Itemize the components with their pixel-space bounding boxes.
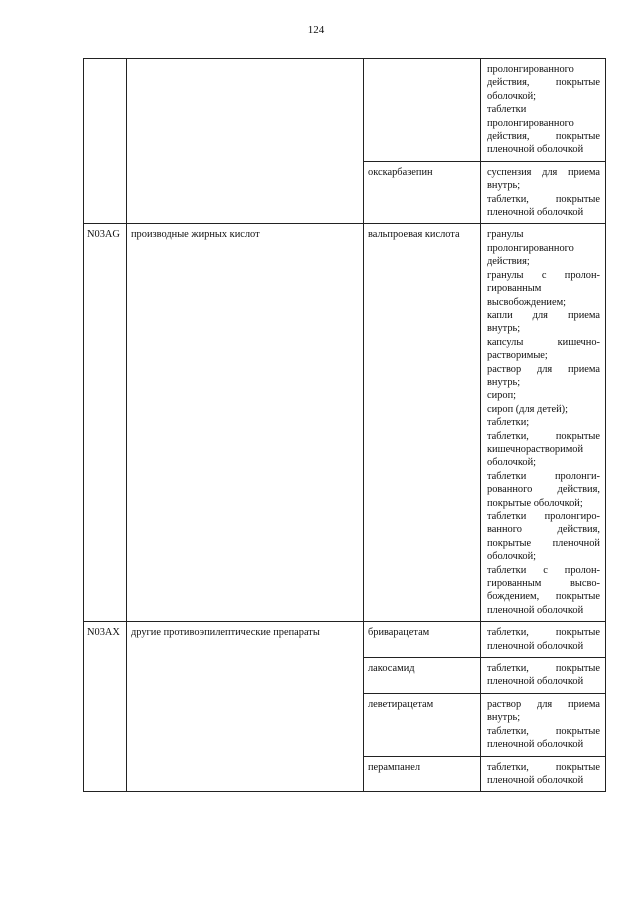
dosage-form-line: сироп (для детей); (487, 403, 568, 415)
drug-name-cell: лакосамид (364, 658, 481, 694)
atc-code-cell (84, 59, 127, 224)
dosage-form-line: таблетки, покрытые (487, 627, 600, 639)
dosage-form-line: пленочной оболочкой (487, 207, 584, 219)
drug-name-cell: леветирацетам (364, 693, 481, 756)
table-row (84, 622, 606, 658)
dosage-forms-cell (481, 622, 606, 658)
dosage-form-line: внутрь; (487, 712, 521, 724)
dosage-forms-cell (481, 59, 606, 162)
dosage-form-line: гированным высво- (487, 578, 600, 590)
dosage-form-line: действия, покрытые (487, 131, 600, 143)
dosage-form-line: покрытые пленочной (487, 537, 600, 549)
dosage-form-line: пленочной оболочкой (487, 774, 584, 786)
dosage-form-line: гранулы с пролон- (487, 269, 600, 281)
dosage-form-line: раствор для приема (487, 698, 600, 710)
dosage-form-line: оболочкой; (487, 457, 537, 469)
dosage-form-line: растворимые; (487, 350, 548, 362)
dosage-form-line: действия, покрытые (487, 77, 600, 89)
drug-name-cell: перампанел (364, 756, 481, 792)
dosage-form-line: раствор для приема (487, 363, 600, 375)
dosage-form-line: оболочкой; (487, 551, 537, 563)
dosage-form-line: пленочной оболочкой (487, 604, 584, 616)
dosage-form-line: таблетки, покрытые (487, 761, 600, 773)
dosage-form-line: рованного действия, (487, 484, 600, 496)
dosage-form-line: таблетки, покрытые (487, 193, 600, 205)
drug-name-cell: окскарбазепин (364, 161, 481, 224)
dosage-form-line: суспензия для приема (487, 166, 600, 178)
dosage-form-line: внутрь; (487, 180, 521, 192)
dosage-forms-cell (481, 658, 606, 694)
dosage-form-line: капсулы кишечно- (487, 336, 600, 348)
dosage-form-line: таблетки, покрытые (487, 725, 600, 737)
dosage-form-line: пролонгированного (487, 242, 574, 254)
dosage-form-line: сироп; (487, 390, 517, 402)
dosage-form-line: гранулы (487, 229, 524, 241)
dosage-form-line: ванного действия, (487, 524, 600, 536)
dosage-form-line: таблетки, покрытые (487, 430, 600, 442)
dosage-form-line: оболочкой; (487, 90, 537, 102)
dosage-form-line: таблетки (487, 104, 527, 116)
dosage-forms-cell (481, 693, 606, 756)
dosage-form-line: таблетки пролонгиро- (487, 511, 600, 522)
dosage-form-line: пролонгированного (487, 64, 574, 75)
dosage-form-line: пленочной оболочкой (487, 640, 584, 652)
table-body (84, 59, 606, 792)
dosage-forms-cell (481, 161, 606, 224)
dosage-form-line: покрытые оболочкой; (487, 497, 583, 509)
dosage-form-line: таблетки; (487, 417, 530, 429)
atc-code-cell: N03AG (84, 224, 127, 622)
table-row (84, 224, 606, 622)
group-name-cell (127, 59, 364, 224)
dosage-forms-cell (481, 224, 606, 622)
dosage-form-line: гированным (487, 283, 542, 295)
atc-code-cell: N03AX (84, 622, 127, 792)
drug-name-cell: бриварацетам (364, 622, 481, 658)
table-row (84, 59, 606, 162)
dosage-form-line: таблетки, покрытые (487, 663, 600, 675)
dosage-form-line: пленочной оболочкой (487, 739, 584, 751)
dosage-form-line: кишечнорастворимой (487, 443, 584, 455)
dosage-form-line: таблетки с пролон- (487, 564, 600, 576)
dosage-form-line: пленочной оболочкой (487, 144, 584, 156)
dosage-form-line: пленочной оболочкой (487, 676, 584, 688)
dosage-form-line: внутрь; (487, 323, 521, 335)
dosage-form-line: бождением, покрытые (487, 591, 600, 603)
dosage-form-line: пролонгированного (487, 117, 574, 129)
dosage-form-line: капли для приема (487, 309, 600, 321)
drug-table (83, 58, 606, 792)
page-number: 124 (307, 24, 325, 36)
dosage-form-line: действия; (487, 256, 530, 268)
dosage-forms-cell (481, 756, 606, 792)
drug-name-cell: вальпроевая кислота (364, 224, 481, 622)
group-name-cell: другие противоэпилептические препараты (127, 622, 364, 792)
group-name-cell: производные жирных кислот (127, 224, 364, 622)
dosage-form-line: внутрь; (487, 376, 521, 388)
dosage-form-line: высвобождением; (487, 296, 567, 308)
drug-name-cell (364, 59, 481, 162)
dosage-form-line: таблетки пролонги- (487, 470, 600, 482)
